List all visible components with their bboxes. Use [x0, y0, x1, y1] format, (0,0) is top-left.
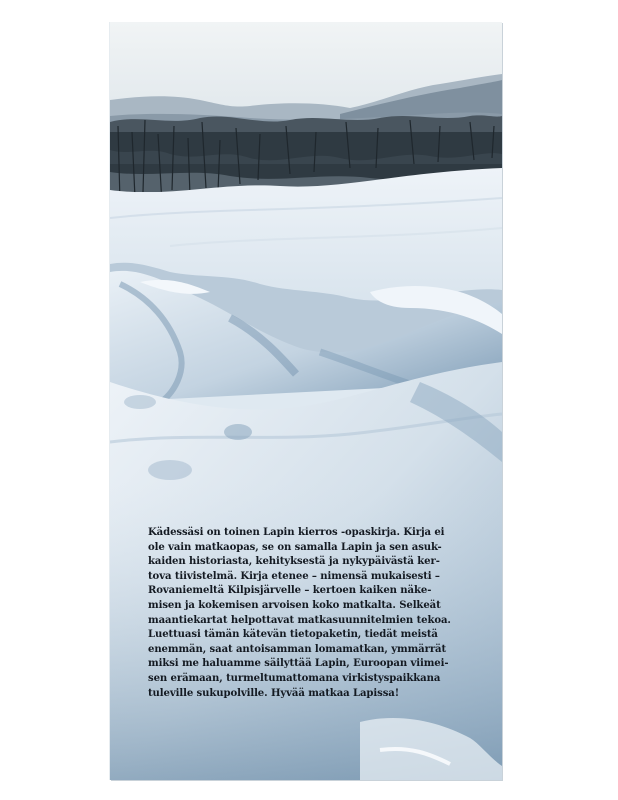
blurb-line: Rovaniemeltä Kilpisjärvelle – kertoen kaiken näke- [148, 585, 432, 597]
blurb-line: misen ja kokemisen arvoisen koko matkalta. Selkeät [148, 599, 441, 611]
blurb-line: Kädessäsi on toinen Lapin kierros -opaskirja. Kirja ei [148, 527, 445, 538]
blurb-line: ole vain matkaopas, se on samalla Lapin ja sen asuk- [148, 541, 442, 553]
blurb-line: sen erämaan, turmeltumattomana virkistyspaikkana [148, 672, 441, 684]
blurb-line: tuleville sukupolville. Hyvää matkaa Lapissa! [148, 687, 400, 699]
blurb-line: enemmän, saat antoisamman lomamatkan, ymmärrät [148, 643, 447, 655]
blurb-line: maantiekartat helpottavat matkasuunnitelmien tekoa. [148, 614, 451, 626]
blurb-line: miksi me haluamme säilyttää Lapin, Euroopan viimei- [148, 658, 449, 670]
blurb-line: kaiden historiasta, kehityksestä ja nykypäivästä ker- [148, 556, 440, 568]
cover-blurb [148, 526, 470, 701]
blurb-line: tova tiivistelmä. Kirja etenee – nimensä mukaisesti – [148, 570, 440, 582]
back-cover [110, 22, 502, 780]
blurb-line: Luettuasi tämän kätevän tietopaketin, tiedät meistä [148, 629, 438, 641]
